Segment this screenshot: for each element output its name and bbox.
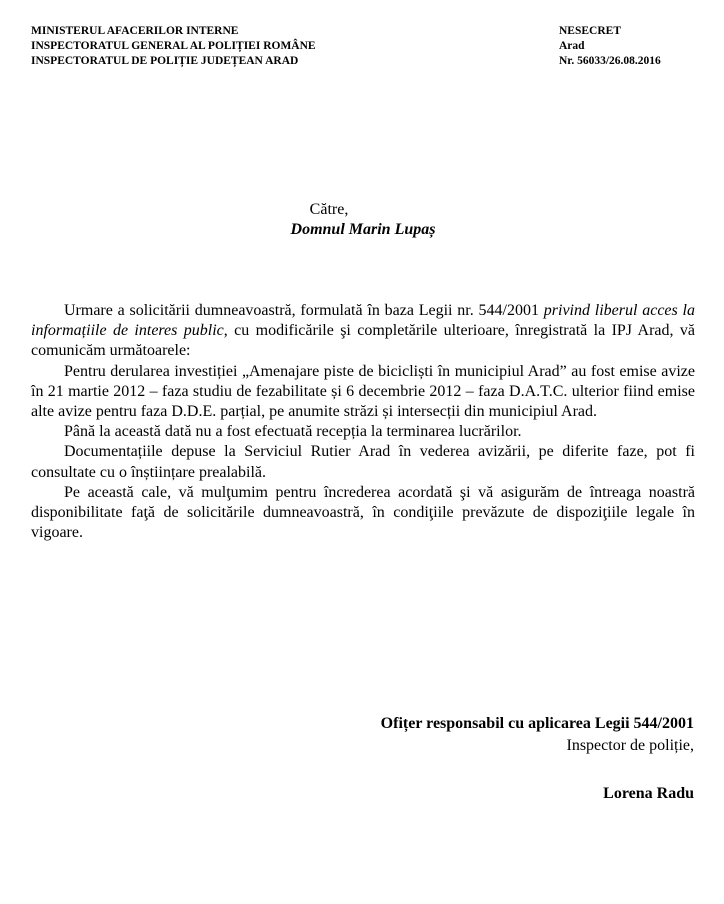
paragraph-request	[31, 301, 695, 362]
signatory-name: Lorena Radu	[603, 785, 694, 802]
paragraph-documentation: Documentațiile depuse la Serviciul Rutier Arad în vederea avizării, pe diferite faze, pot fi consultate cu o înștiințare prealabilă.	[31, 443, 695, 481]
paragraph-closing: Pe această cale, vă mulţumim pentru încrederea acordată şi vă asigurăm de întreaga noastră disponibilitate faţă de solicitările dumneavoastră, în condiţiile prevăzute de dispoziţiile legale în vigoare.	[31, 483, 695, 542]
signatory-title: Ofițer responsabil cu aplicarea Legii 544/2001	[380, 715, 694, 732]
paragraph-request-start: Urmare a solicitării dumneavoastră, formulată în baza Legii nr. 544/2001	[64, 302, 544, 319]
location-label: Arad	[559, 40, 585, 52]
signatory-rank: Inspector de poliție,	[566, 737, 694, 754]
addressee-name: Domnul Marin Lupaș	[290, 221, 436, 238]
institution-header	[31, 24, 316, 69]
paragraph-reception: Până la această dată nu a fost efectuată recepția la terminarea lucrărilor.	[64, 423, 522, 441]
paragraph-investment: Pentru derularea investiției „Amenajare piste de bicicliști în municipiul Arad” au fost emise avize în 21 martie 2012 – faza studiu de fezabilitate și 6 decembrie 2012 – faza D.A.T.C. ulterior fiind emise alte avize pentru faza D.D.E. parțial, pe anumite străzi și intersecții din municipiul Arad.	[31, 362, 695, 421]
classification-label: NESECRET	[559, 25, 621, 37]
letter-body	[31, 301, 695, 543]
addressee-salutation: Către,	[309, 201, 349, 218]
ministry-line: MINISTERUL AFACERILOR INTERNE	[31, 25, 239, 37]
general-inspectorate-line: INSPECTORATUL GENERAL AL POLIȚIEI ROMÂNE	[31, 40, 316, 52]
document-meta	[559, 24, 661, 69]
county-inspectorate-line: INSPECTORATUL DE POLIȚIE JUDEȚEAN ARAD	[31, 55, 299, 67]
paragraph-request-end: , cu modificările şi completările ulterioare, înregistrată la IPJ Arad, vă comunicăm următoarele:	[31, 322, 696, 360]
registration-number: Nr. 56033/26.08.2016	[559, 55, 661, 67]
signature-block	[381, 713, 694, 805]
law-title-italic: privind liberul acces la informațiile de interes public	[31, 302, 696, 340]
